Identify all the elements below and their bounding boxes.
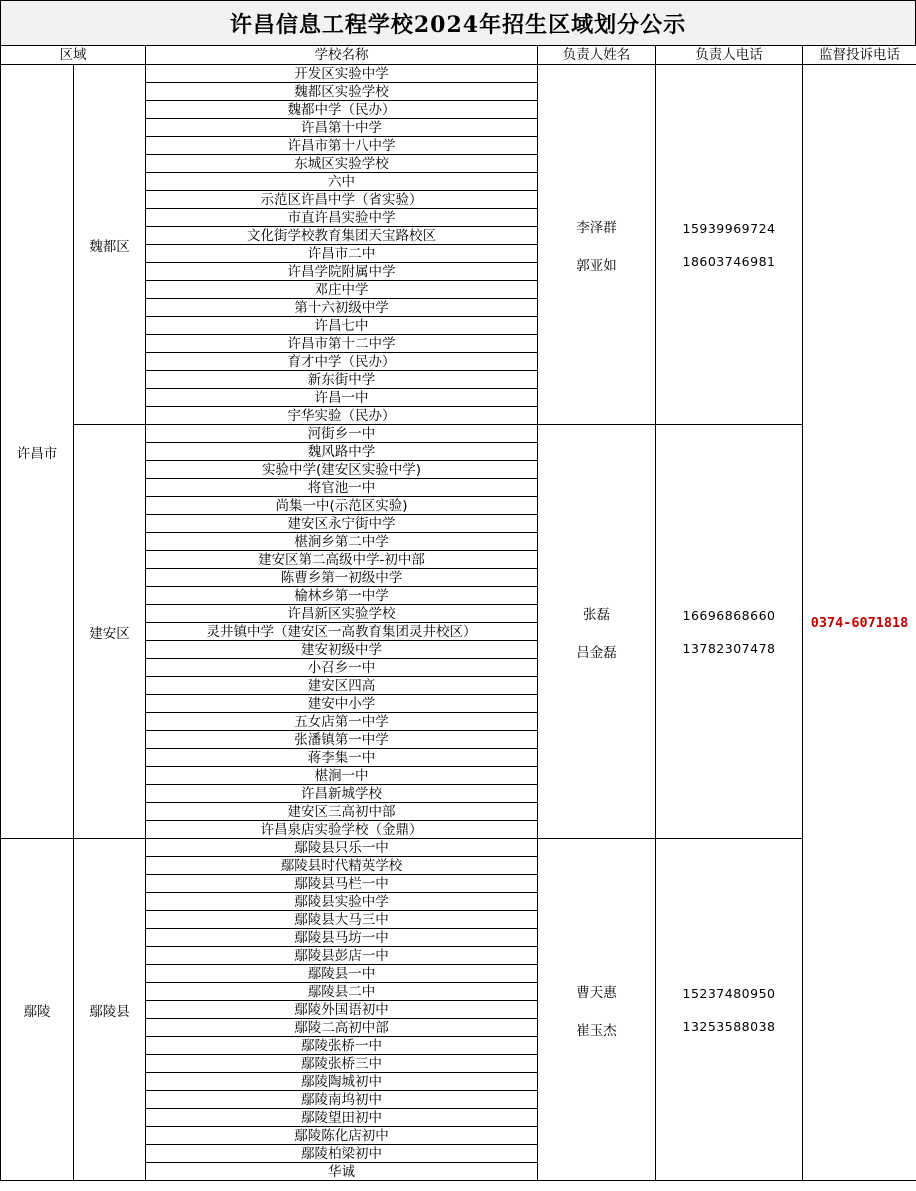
school-name-cell: 华诚 (146, 1163, 538, 1181)
school-name-cell: 许昌七中 (146, 317, 538, 335)
header-phone: 负责人电话 (656, 46, 803, 65)
contact-phone: 15237480950 (682, 985, 776, 1001)
person-name: 曹天惠 (576, 984, 617, 1001)
school-name-cell: 六中 (146, 173, 538, 191)
district-cell: 建安区 (74, 425, 146, 839)
school-name-cell: 鄢陵张桥一中 (146, 1037, 538, 1055)
person-name: 张磊 (583, 606, 610, 623)
table-row (1, 425, 916, 443)
school-name-cell: 鄢陵南坞初中 (146, 1091, 538, 1109)
person-cell (538, 839, 656, 1181)
school-name-cell: 许昌泉店实验学校（金鼎） (146, 821, 538, 839)
phone-cell (656, 839, 803, 1181)
contact-phone: 15939969724 (682, 220, 776, 236)
school-name-cell: 河街乡一中 (146, 425, 538, 443)
school-name-cell: 市直许昌实验中学 (146, 209, 538, 227)
school-name-cell: 鄢陵县马栏一中 (146, 875, 538, 893)
school-name-cell: 文化街学校教育集团天宝路校区 (146, 227, 538, 245)
header-school: 学校名称 (146, 46, 538, 65)
school-name-cell: 鄢陵县实验中学 (146, 893, 538, 911)
school-name-cell: 东城区实验学校 (146, 155, 538, 173)
district-cell: 魏都区 (74, 65, 146, 425)
person-cell (538, 425, 656, 839)
school-name-cell: 张潘镇第一中学 (146, 731, 538, 749)
header-person: 负责人姓名 (538, 46, 656, 65)
table-row (1, 839, 916, 857)
school-name-cell: 育才中学（民办） (146, 353, 538, 371)
table-row (1, 65, 916, 83)
school-name-cell: 鄢陵县只乐一中 (146, 839, 538, 857)
person-name: 郭亚如 (576, 257, 617, 274)
school-name-cell: 鄢陵张桥三中 (146, 1055, 538, 1073)
school-name-cell: 第十六初级中学 (146, 299, 538, 317)
school-name-cell: 陈曹乡第一初级中学 (146, 569, 538, 587)
school-name-cell: 鄢陵县马坊一中 (146, 929, 538, 947)
school-name-cell: 蒋李集一中 (146, 749, 538, 767)
school-name-cell: 建安中小学 (146, 695, 538, 713)
school-name-cell: 许昌第十中学 (146, 119, 538, 137)
school-name-cell: 灵井镇中学（建安区一高教育集团灵井校区） (146, 623, 538, 641)
school-name-cell: 鄢陵县彭店一中 (146, 947, 538, 965)
school-name-cell: 许昌市第十八中学 (146, 137, 538, 155)
school-name-cell: 鄢陵望田初中 (146, 1109, 538, 1127)
school-name-cell: 鄢陵县一中 (146, 965, 538, 983)
school-name-cell: 尚集一中(示范区实验) (146, 497, 538, 515)
phone-cell (656, 425, 803, 839)
school-name-cell: 鄢陵柏梁初中 (146, 1145, 538, 1163)
school-name-cell: 邓庄中学 (146, 281, 538, 299)
school-name-cell: 宇华实验（民办） (146, 407, 538, 425)
contact-phone: 13253588038 (682, 1018, 776, 1034)
contact-phone: 16696868660 (682, 607, 776, 623)
school-name-cell: 建安初级中学 (146, 641, 538, 659)
person-name: 吕金磊 (576, 644, 617, 661)
person-cell (538, 65, 656, 425)
school-name-cell: 榆林乡第一中学 (146, 587, 538, 605)
school-name-cell: 建安区永宁街中学 (146, 515, 538, 533)
person-name: 崔玉杰 (576, 1022, 617, 1039)
page-title: 许昌信息工程学校2024年招生区域划分公示 (0, 0, 916, 45)
school-name-cell: 鄢陵县二中 (146, 983, 538, 1001)
enrollment-region-table (0, 45, 916, 1181)
school-name-cell: 新东街中学 (146, 371, 538, 389)
school-name-cell: 许昌市二中 (146, 245, 538, 263)
school-name-cell: 许昌市第十二中学 (146, 335, 538, 353)
school-name-cell: 许昌学院附属中学 (146, 263, 538, 281)
school-name-cell: 椹涧一中 (146, 767, 538, 785)
school-name-cell: 许昌新城学校 (146, 785, 538, 803)
school-name-cell: 鄢陵二高初中部 (146, 1019, 538, 1037)
district-cell: 鄢陵县 (74, 839, 146, 1181)
school-name-cell: 魏都区实验学校 (146, 83, 538, 101)
contact-phone: 18603746981 (682, 253, 776, 269)
school-name-cell: 建安区第二高级中学-初中部 (146, 551, 538, 569)
school-name-cell: 将官池一中 (146, 479, 538, 497)
school-name-cell: 实验中学(建安区实验中学) (146, 461, 538, 479)
school-name-cell: 建安区三高初中部 (146, 803, 538, 821)
phone-cell (656, 65, 803, 425)
school-name-cell: 许昌新区实验学校 (146, 605, 538, 623)
header-region: 区域 (1, 46, 146, 65)
school-name-cell: 五女店第一中学 (146, 713, 538, 731)
school-name-cell: 建安区四高 (146, 677, 538, 695)
school-name-cell: 许昌一中 (146, 389, 538, 407)
school-name-cell: 示范区许昌中学（省实验） (146, 191, 538, 209)
school-name-cell: 开发区实验中学 (146, 65, 538, 83)
school-name-cell: 鄢陵陶城初中 (146, 1073, 538, 1091)
header-row (1, 46, 916, 65)
header-complaint: 监督投诉电话 (803, 46, 916, 65)
school-name-cell: 魏都中学（民办） (146, 101, 538, 119)
city-cell: 鄢陵 (1, 839, 74, 1181)
school-name-cell: 鄢陵陈化店初中 (146, 1127, 538, 1145)
school-name-cell: 椹涧乡第二中学 (146, 533, 538, 551)
school-name-cell: 魏风路中学 (146, 443, 538, 461)
contact-phone: 13782307478 (682, 640, 776, 656)
city-cell: 许昌市 (1, 65, 74, 839)
school-name-cell: 小召乡一中 (146, 659, 538, 677)
complaint-hotline-cell: 0374-6071818 (803, 65, 916, 1181)
school-name-cell: 鄢陵县大马三中 (146, 911, 538, 929)
school-name-cell: 鄢陵外国语初中 (146, 1001, 538, 1019)
school-name-cell: 鄢陵县时代精英学校 (146, 857, 538, 875)
person-name: 李泽群 (576, 219, 617, 236)
